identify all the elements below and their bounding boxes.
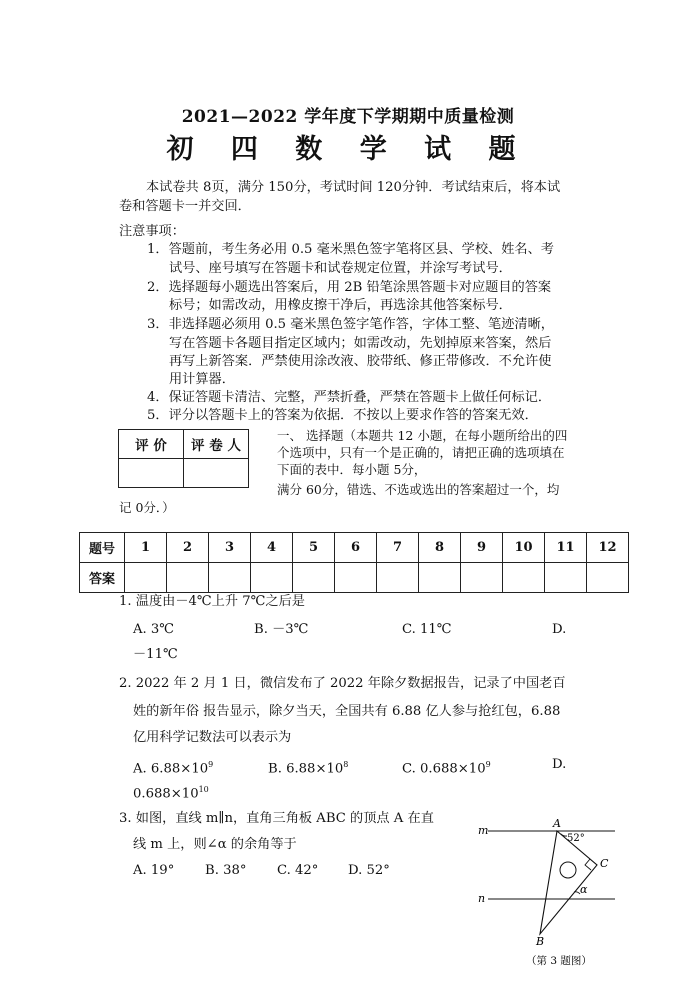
question-number: 9 bbox=[461, 533, 503, 563]
question-number: 12 bbox=[587, 533, 629, 563]
q1-stem: 1. 温度由－4℃上升 7℃之后是 bbox=[119, 594, 305, 609]
note-line: 写在答题卡各题目指定区域内；如需改动，先划掉原来答案，然后 bbox=[169, 336, 552, 351]
section1-line-1: 一、 选择题（本题共 12 小题，在每小题所给出的四 bbox=[277, 428, 568, 443]
angle-52-label: 52° bbox=[567, 833, 585, 844]
note-line: 5．评分以答题卡上的答案为依据．不按以上要求作答的答案无效． bbox=[147, 408, 538, 423]
question-number: 1 bbox=[125, 533, 167, 563]
label-a: A bbox=[553, 817, 561, 830]
answer-table-header-label: 题号 bbox=[80, 533, 125, 563]
note-line: 2．选择题每小题选出答案后，用 2B 铅笔涂黑答题卡对应题目的答案 bbox=[147, 280, 552, 295]
answer-cell[interactable] bbox=[377, 563, 419, 593]
q2-option-d-label: D. bbox=[552, 757, 567, 772]
question-number: 10 bbox=[503, 533, 545, 563]
intro-line-1: 本试卷共 8页，满分 150分，考试时间 120分钟．考试结束后，将本试 bbox=[146, 180, 561, 195]
q1-option-d-label: D. bbox=[552, 622, 567, 637]
note-line: 1．答题前，考生务必用 0.5 毫米黑色签字笔将区县、学校、姓名、考 bbox=[147, 242, 554, 257]
exam-subtitle: 初 四 数 学 试 题 bbox=[166, 134, 530, 165]
answer-cell[interactable] bbox=[587, 563, 629, 593]
answer-table-answer-label: 答案 bbox=[80, 563, 125, 593]
intro-line-2: 卷和答题卡一并交回． bbox=[119, 199, 251, 214]
answer-cell[interactable] bbox=[335, 563, 377, 593]
question-number: 11 bbox=[545, 533, 587, 563]
question-number: 2 bbox=[167, 533, 209, 563]
q3-option-b: B. 38° bbox=[205, 863, 247, 878]
question-number: 7 bbox=[377, 533, 419, 563]
section1-line-3: 下面的表中．每小题 5分， bbox=[277, 462, 427, 477]
q3-line-2: 线 m 上，则∠α 的余角等于 bbox=[133, 837, 297, 852]
q2-line-1: 2. 2022 年 2 月 1 日，微信发布了 2022 年除夕数据报告，记录了中国老百 bbox=[119, 676, 566, 691]
q3-line-1: 3. 如图，直线 m∥n，直角三角板 ABC 的顶点 A 在直 bbox=[119, 811, 434, 826]
label-n: n bbox=[478, 892, 486, 905]
triangle-hole bbox=[560, 862, 576, 878]
label-c: C bbox=[600, 857, 609, 870]
section1-line-5: 记 0分．） bbox=[119, 500, 175, 515]
exam-title: 2021—2022 学年度下学期期中质量检测 bbox=[181, 107, 515, 127]
note-line: 4．保证答题卡清洁、完整，严禁折叠，严禁在答题卡上做任何标记． bbox=[147, 390, 552, 405]
figure-caption: （第 3 题图） bbox=[526, 955, 592, 967]
q3-option-d: D. 52° bbox=[348, 863, 390, 878]
answer-cell[interactable] bbox=[461, 563, 503, 593]
triangle-abc bbox=[540, 831, 597, 934]
q3-option-c: C. 42° bbox=[277, 863, 319, 878]
answer-cell[interactable] bbox=[545, 563, 587, 593]
answer-cell[interactable] bbox=[503, 563, 545, 593]
note-line: 用计算器． bbox=[169, 372, 235, 387]
answer-cell[interactable] bbox=[125, 563, 167, 593]
answer-cell[interactable] bbox=[419, 563, 461, 593]
alpha-label: α bbox=[580, 883, 588, 896]
grading-col-grader: 评 卷 人 bbox=[184, 430, 249, 459]
question-number: 3 bbox=[209, 533, 251, 563]
q1-option-b: B. －3℃ bbox=[254, 622, 309, 637]
section1-line-2: 个选项中，只有一个是正确的，请把正确的选项填在 bbox=[277, 445, 565, 460]
answer-cell[interactable] bbox=[209, 563, 251, 593]
label-b: B bbox=[536, 935, 545, 948]
notes-heading: 注意事项： bbox=[119, 224, 185, 239]
grading-box bbox=[118, 429, 249, 488]
grading-cell-score[interactable] bbox=[119, 459, 184, 488]
grading-cell-grader[interactable] bbox=[184, 459, 249, 488]
note-line: 3．非选择题必须用 0.5 毫米黑色签字笔作答，字体工整、笔迹清晰， bbox=[147, 317, 554, 332]
q1-option-a: A. 3℃ bbox=[133, 622, 175, 637]
q2-option-b: B. $6.88\times 10^8$ bbox=[268, 760, 349, 777]
note-line: 再写上新答案．严禁使用涂改液、胶带纸、修正带修改．不允许使 bbox=[169, 354, 552, 369]
answer-cell[interactable] bbox=[167, 563, 209, 593]
q1-option-d-value: －11℃ bbox=[133, 647, 178, 662]
note-line: 标号；如需改动，用橡皮擦干净后，再选涂其他答案标号． bbox=[169, 298, 512, 313]
q3-option-a: A. 19° bbox=[133, 863, 175, 878]
q2-line-3: 亿用科学记数法可以表示为 bbox=[133, 730, 292, 745]
question-number: 6 bbox=[335, 533, 377, 563]
answer-cell[interactable] bbox=[251, 563, 293, 593]
question-number: 8 bbox=[419, 533, 461, 563]
grading-col-score: 评 价 bbox=[119, 430, 184, 459]
q1-option-c: C. 11℃ bbox=[402, 622, 452, 637]
note-line: 试号、座号填写在答题卡和试卷规定位置，并涂写考试号． bbox=[169, 261, 512, 276]
question-number: 5 bbox=[293, 533, 335, 563]
question-number: 4 bbox=[251, 533, 293, 563]
q2-option-a: A. $6.88\times 10^9$ bbox=[133, 760, 214, 777]
q3-figure bbox=[470, 812, 630, 972]
label-m: m bbox=[478, 824, 489, 837]
answer-cell[interactable] bbox=[293, 563, 335, 593]
q2-option-c: C. $0.688\times 10^9$ bbox=[402, 760, 491, 777]
right-angle-mark bbox=[585, 859, 591, 870]
answer-table bbox=[79, 532, 629, 593]
section1-line-4: 满分 60分，错选、不选或选出的答案超过一个，均 bbox=[277, 482, 560, 497]
q2-option-d-value: $0.688\times 10^{10}$ bbox=[133, 785, 209, 802]
q2-line-2: 姓的新年俗 报告显示，除夕当天，全国共有 6.88 亿人参与抢红包，6.88 bbox=[133, 704, 561, 719]
